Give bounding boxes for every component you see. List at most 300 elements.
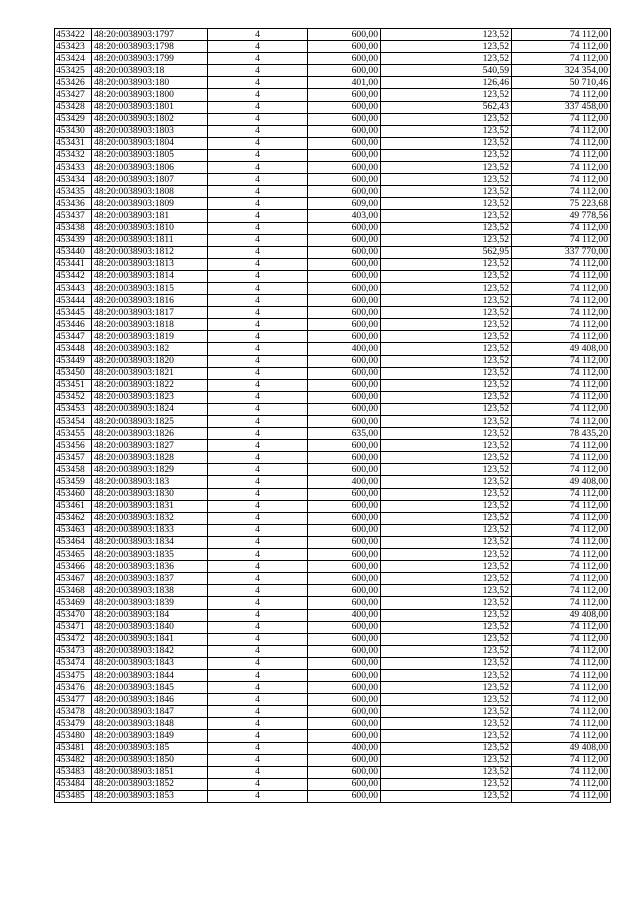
specific-value-cell: 123,52 xyxy=(381,500,512,512)
specific-value-cell: 123,52 xyxy=(381,355,512,367)
area-value-cell: 600,00 xyxy=(308,222,381,234)
cadastral-value-cell: 74 112,00 xyxy=(512,270,611,282)
area-value-cell: 600,00 xyxy=(308,258,381,270)
cadastral-number-cell: 48:20:0038903:1834 xyxy=(92,536,208,548)
table-row xyxy=(55,669,611,681)
area-value-cell: 600,00 xyxy=(308,113,381,125)
cadastral-number-cell: 48:20:0038903:1821 xyxy=(92,367,208,379)
specific-value-cell: 123,52 xyxy=(381,754,512,766)
specific-value-cell: 123,52 xyxy=(381,367,512,379)
category-code-cell: 4 xyxy=(208,682,308,694)
area-value-cell: 600,00 xyxy=(308,464,381,476)
table-row xyxy=(55,137,611,149)
area-value-cell: 600,00 xyxy=(308,561,381,573)
cadastral-number-cell: 48:20:0038903:1815 xyxy=(92,282,208,294)
cadastral-number-cell: 48:20:0038903:1831 xyxy=(92,500,208,512)
area-value-cell: 600,00 xyxy=(308,41,381,53)
cadastral-number-cell: 48:20:0038903:1847 xyxy=(92,706,208,718)
cadastral-number-cell: 48:20:0038903:1829 xyxy=(92,464,208,476)
specific-value-cell: 562,95 xyxy=(381,246,512,258)
cadastral-number-cell: 48:20:0038903:1816 xyxy=(92,295,208,307)
cadastral-value-cell: 74 112,00 xyxy=(512,379,611,391)
row-number-cell: 453441 xyxy=(55,258,92,270)
cadastral-number-cell: 48:20:0038903:1849 xyxy=(92,730,208,742)
category-code-cell: 4 xyxy=(208,355,308,367)
area-value-cell: 600,00 xyxy=(308,391,381,403)
table-row xyxy=(55,270,611,282)
row-number-cell: 453437 xyxy=(55,210,92,222)
cadastral-value-cell: 74 112,00 xyxy=(512,561,611,573)
area-value-cell: 600,00 xyxy=(308,512,381,524)
specific-value-cell: 123,52 xyxy=(381,476,512,488)
table-row xyxy=(55,101,611,113)
area-value-cell: 400,00 xyxy=(308,343,381,355)
cadastral-number-cell: 48:20:0038903:1827 xyxy=(92,440,208,452)
specific-value-cell: 562,43 xyxy=(381,101,512,113)
category-code-cell: 4 xyxy=(208,742,308,754)
area-value-cell: 600,00 xyxy=(308,186,381,198)
category-code-cell: 4 xyxy=(208,379,308,391)
row-number-cell: 453428 xyxy=(55,101,92,113)
cadastral-number-cell: 48:20:0038903:1804 xyxy=(92,137,208,149)
cadastral-value-cell: 74 112,00 xyxy=(512,512,611,524)
row-number-cell: 453452 xyxy=(55,391,92,403)
cadastral-value-cell: 49 408,00 xyxy=(512,742,611,754)
specific-value-cell: 123,52 xyxy=(381,669,512,681)
table-row xyxy=(55,343,611,355)
specific-value-cell: 123,52 xyxy=(381,561,512,573)
area-value-cell: 400,00 xyxy=(308,742,381,754)
category-code-cell: 4 xyxy=(208,416,308,428)
cadastral-value-cell: 74 112,00 xyxy=(512,657,611,669)
cadastral-number-cell: 48:20:0038903:1814 xyxy=(92,270,208,282)
row-number-cell: 453422 xyxy=(55,29,92,41)
cadastral-number-cell: 48:20:0038903:1832 xyxy=(92,512,208,524)
table-row xyxy=(55,645,611,657)
area-value-cell: 635,00 xyxy=(308,428,381,440)
category-code-cell: 4 xyxy=(208,585,308,597)
category-code-cell: 4 xyxy=(208,609,308,621)
category-code-cell: 4 xyxy=(208,573,308,585)
cadastral-value-cell: 74 112,00 xyxy=(512,222,611,234)
area-value-cell: 401,00 xyxy=(308,77,381,89)
cadastral-number-cell: 48:20:0038903:1818 xyxy=(92,319,208,331)
cadastral-number-cell: 48:20:0038903:1828 xyxy=(92,452,208,464)
row-number-cell: 453476 xyxy=(55,682,92,694)
area-value-cell: 600,00 xyxy=(308,633,381,645)
specific-value-cell: 123,52 xyxy=(381,428,512,440)
area-value-cell: 600,00 xyxy=(308,766,381,778)
row-number-cell: 453470 xyxy=(55,609,92,621)
specific-value-cell: 123,52 xyxy=(381,536,512,548)
cadastral-value-cell: 74 112,00 xyxy=(512,488,611,500)
table-row xyxy=(55,89,611,101)
table-row xyxy=(55,295,611,307)
table-body xyxy=(55,29,611,803)
table-row xyxy=(55,682,611,694)
table-row xyxy=(55,766,611,778)
table-row xyxy=(55,282,611,294)
category-code-cell: 4 xyxy=(208,186,308,198)
row-number-cell: 453430 xyxy=(55,125,92,137)
table-row xyxy=(55,778,611,790)
cadastral-value-cell: 74 112,00 xyxy=(512,452,611,464)
category-code-cell: 4 xyxy=(208,210,308,222)
cadastral-value-cell: 74 112,00 xyxy=(512,355,611,367)
cadastral-value-cell: 74 112,00 xyxy=(512,89,611,101)
table-row xyxy=(55,391,611,403)
cadastral-number-cell: 48:20:0038903:185 xyxy=(92,742,208,754)
area-value-cell: 600,00 xyxy=(308,621,381,633)
cadastral-number-cell: 48:20:0038903:1805 xyxy=(92,149,208,161)
area-value-cell: 600,00 xyxy=(308,101,381,113)
category-code-cell: 4 xyxy=(208,790,308,802)
cadastral-value-cell: 74 112,00 xyxy=(512,149,611,161)
table-row xyxy=(55,198,611,210)
cadastral-number-cell: 48:20:0038903:1840 xyxy=(92,621,208,633)
table-row xyxy=(55,718,611,730)
cadastral-value-cell: 74 112,00 xyxy=(512,440,611,452)
cadastral-value-cell: 74 112,00 xyxy=(512,669,611,681)
category-code-cell: 4 xyxy=(208,766,308,778)
row-number-cell: 453483 xyxy=(55,766,92,778)
cadastral-value-cell: 74 112,00 xyxy=(512,282,611,294)
category-code-cell: 4 xyxy=(208,476,308,488)
table-row xyxy=(55,307,611,319)
area-value-cell: 600,00 xyxy=(308,718,381,730)
row-number-cell: 453463 xyxy=(55,524,92,536)
cadastral-value-cell: 74 112,00 xyxy=(512,295,611,307)
specific-value-cell: 123,52 xyxy=(381,258,512,270)
cadastral-number-cell: 48:20:0038903:1811 xyxy=(92,234,208,246)
row-number-cell: 453424 xyxy=(55,53,92,65)
specific-value-cell: 123,52 xyxy=(381,319,512,331)
specific-value-cell: 123,52 xyxy=(381,162,512,174)
area-value-cell: 600,00 xyxy=(308,790,381,802)
table-row xyxy=(55,77,611,89)
row-number-cell: 453473 xyxy=(55,645,92,657)
cadastral-number-cell: 48:20:0038903:1806 xyxy=(92,162,208,174)
cadastral-number-cell: 48:20:0038903:1824 xyxy=(92,403,208,415)
category-code-cell: 4 xyxy=(208,53,308,65)
cadastral-number-cell: 48:20:0038903:1843 xyxy=(92,657,208,669)
cadastral-number-cell: 48:20:0038903:1802 xyxy=(92,113,208,125)
table-row xyxy=(55,730,611,742)
cadastral-number-cell: 48:20:0038903:1839 xyxy=(92,597,208,609)
cadastral-value-cell: 74 112,00 xyxy=(512,524,611,536)
specific-value-cell: 123,52 xyxy=(381,718,512,730)
category-code-cell: 4 xyxy=(208,561,308,573)
table-row xyxy=(55,331,611,343)
category-code-cell: 4 xyxy=(208,428,308,440)
category-code-cell: 4 xyxy=(208,367,308,379)
specific-value-cell: 123,52 xyxy=(381,416,512,428)
table-row xyxy=(55,452,611,464)
specific-value-cell: 123,52 xyxy=(381,742,512,754)
cadastral-number-cell: 48:20:0038903:1803 xyxy=(92,125,208,137)
area-value-cell: 600,00 xyxy=(308,657,381,669)
specific-value-cell: 123,52 xyxy=(381,210,512,222)
specific-value-cell: 123,52 xyxy=(381,113,512,125)
table-row xyxy=(55,754,611,766)
cadastral-number-cell: 48:20:0038903:1837 xyxy=(92,573,208,585)
cadastral-number-cell: 48:20:0038903:181 xyxy=(92,210,208,222)
row-number-cell: 453444 xyxy=(55,295,92,307)
cadastral-number-cell: 48:20:0038903:1846 xyxy=(92,694,208,706)
specific-value-cell: 123,52 xyxy=(381,682,512,694)
table-row xyxy=(55,512,611,524)
area-value-cell: 600,00 xyxy=(308,573,381,585)
category-code-cell: 4 xyxy=(208,512,308,524)
table-row xyxy=(55,367,611,379)
cadastral-number-cell: 48:20:0038903:1833 xyxy=(92,524,208,536)
area-value-cell: 600,00 xyxy=(308,270,381,282)
category-code-cell: 4 xyxy=(208,718,308,730)
category-code-cell: 4 xyxy=(208,295,308,307)
table-row xyxy=(55,403,611,415)
cadastral-number-cell: 48:20:0038903:183 xyxy=(92,476,208,488)
table-row xyxy=(55,149,611,161)
specific-value-cell: 123,52 xyxy=(381,706,512,718)
category-code-cell: 4 xyxy=(208,331,308,343)
category-code-cell: 4 xyxy=(208,282,308,294)
category-code-cell: 4 xyxy=(208,222,308,234)
row-number-cell: 453479 xyxy=(55,718,92,730)
cadastral-value-cell: 324 354,00 xyxy=(512,65,611,77)
cadastral-value-cell: 74 112,00 xyxy=(512,778,611,790)
cadastral-value-cell: 74 112,00 xyxy=(512,549,611,561)
row-number-cell: 453448 xyxy=(55,343,92,355)
cadastral-value-cell: 74 112,00 xyxy=(512,585,611,597)
cadastral-value-cell: 74 112,00 xyxy=(512,41,611,53)
row-number-cell: 453478 xyxy=(55,706,92,718)
cadastral-value-cell: 74 112,00 xyxy=(512,500,611,512)
row-number-cell: 453474 xyxy=(55,657,92,669)
table-row xyxy=(55,657,611,669)
category-code-cell: 4 xyxy=(208,464,308,476)
cadastral-value-cell: 74 112,00 xyxy=(512,174,611,186)
area-value-cell: 600,00 xyxy=(308,162,381,174)
cadastral-value-table xyxy=(54,28,611,803)
category-code-cell: 4 xyxy=(208,77,308,89)
cadastral-number-cell: 48:20:0038903:1838 xyxy=(92,585,208,597)
specific-value-cell: 123,52 xyxy=(381,53,512,65)
row-number-cell: 453451 xyxy=(55,379,92,391)
area-value-cell: 609,00 xyxy=(308,198,381,210)
specific-value-cell: 123,52 xyxy=(381,234,512,246)
cadastral-value-cell: 49 408,00 xyxy=(512,476,611,488)
area-value-cell: 600,00 xyxy=(308,379,381,391)
table-row xyxy=(55,464,611,476)
row-number-cell: 453431 xyxy=(55,137,92,149)
category-code-cell: 4 xyxy=(208,270,308,282)
specific-value-cell: 123,52 xyxy=(381,452,512,464)
cadastral-value-cell: 74 112,00 xyxy=(512,694,611,706)
row-number-cell: 453425 xyxy=(55,65,92,77)
cadastral-value-cell: 74 112,00 xyxy=(512,645,611,657)
table-row xyxy=(55,222,611,234)
area-value-cell: 600,00 xyxy=(308,682,381,694)
specific-value-cell: 123,52 xyxy=(381,29,512,41)
table-row xyxy=(55,561,611,573)
cadastral-number-cell: 48:20:0038903:1801 xyxy=(92,101,208,113)
table-row xyxy=(55,790,611,802)
row-number-cell: 453455 xyxy=(55,428,92,440)
category-code-cell: 4 xyxy=(208,258,308,270)
row-number-cell: 453472 xyxy=(55,633,92,645)
area-value-cell: 600,00 xyxy=(308,246,381,258)
cadastral-value-cell: 74 112,00 xyxy=(512,113,611,125)
cadastral-number-cell: 48:20:0038903:1836 xyxy=(92,561,208,573)
table-row xyxy=(55,29,611,41)
category-code-cell: 4 xyxy=(208,101,308,113)
cadastral-value-cell: 74 112,00 xyxy=(512,367,611,379)
row-number-cell: 453456 xyxy=(55,440,92,452)
category-code-cell: 4 xyxy=(208,621,308,633)
table-row xyxy=(55,41,611,53)
area-value-cell: 600,00 xyxy=(308,585,381,597)
category-code-cell: 4 xyxy=(208,246,308,258)
cadastral-value-cell: 74 112,00 xyxy=(512,416,611,428)
table-row xyxy=(55,524,611,536)
category-code-cell: 4 xyxy=(208,536,308,548)
row-number-cell: 453450 xyxy=(55,367,92,379)
cadastral-value-cell: 74 112,00 xyxy=(512,766,611,778)
row-number-cell: 453458 xyxy=(55,464,92,476)
row-number-cell: 453435 xyxy=(55,186,92,198)
cadastral-value-cell: 74 112,00 xyxy=(512,718,611,730)
area-value-cell: 600,00 xyxy=(308,452,381,464)
specific-value-cell: 123,52 xyxy=(381,41,512,53)
area-value-cell: 600,00 xyxy=(308,416,381,428)
row-number-cell: 453468 xyxy=(55,585,92,597)
row-number-cell: 453475 xyxy=(55,669,92,681)
row-number-cell: 453467 xyxy=(55,573,92,585)
table-row xyxy=(55,53,611,65)
row-number-cell: 453427 xyxy=(55,89,92,101)
cadastral-value-cell: 74 112,00 xyxy=(512,573,611,585)
specific-value-cell: 123,52 xyxy=(381,125,512,137)
row-number-cell: 453471 xyxy=(55,621,92,633)
specific-value-cell: 123,52 xyxy=(381,657,512,669)
table-row xyxy=(55,609,611,621)
specific-value-cell: 123,52 xyxy=(381,585,512,597)
row-number-cell: 453480 xyxy=(55,730,92,742)
category-code-cell: 4 xyxy=(208,198,308,210)
cadastral-number-cell: 48:20:0038903:1820 xyxy=(92,355,208,367)
category-code-cell: 4 xyxy=(208,125,308,137)
specific-value-cell: 123,52 xyxy=(381,186,512,198)
cadastral-number-cell: 48:20:0038903:1850 xyxy=(92,754,208,766)
cadastral-value-cell: 49 778,56 xyxy=(512,210,611,222)
row-number-cell: 453438 xyxy=(55,222,92,234)
cadastral-number-cell: 48:20:0038903:1851 xyxy=(92,766,208,778)
area-value-cell: 600,00 xyxy=(308,53,381,65)
specific-value-cell: 123,52 xyxy=(381,295,512,307)
specific-value-cell: 123,52 xyxy=(381,343,512,355)
cadastral-number-cell: 48:20:0038903:1810 xyxy=(92,222,208,234)
category-code-cell: 4 xyxy=(208,452,308,464)
row-number-cell: 453482 xyxy=(55,754,92,766)
table-row xyxy=(55,706,611,718)
area-value-cell: 600,00 xyxy=(308,500,381,512)
cadastral-number-cell: 48:20:0038903:1845 xyxy=(92,682,208,694)
cadastral-value-cell: 75 223,68 xyxy=(512,198,611,210)
category-code-cell: 4 xyxy=(208,149,308,161)
cadastral-value-cell: 74 112,00 xyxy=(512,319,611,331)
area-value-cell: 403,00 xyxy=(308,210,381,222)
table-row xyxy=(55,597,611,609)
row-number-cell: 453434 xyxy=(55,174,92,186)
specific-value-cell: 123,52 xyxy=(381,89,512,101)
table-row xyxy=(55,234,611,246)
area-value-cell: 600,00 xyxy=(308,403,381,415)
cadastral-number-cell: 48:20:0038903:1826 xyxy=(92,428,208,440)
cadastral-number-cell: 48:20:0038903:180 xyxy=(92,77,208,89)
table-row xyxy=(55,573,611,585)
cadastral-value-cell: 74 112,00 xyxy=(512,29,611,41)
specific-value-cell: 123,52 xyxy=(381,573,512,585)
table-row xyxy=(55,246,611,258)
cadastral-number-cell: 48:20:0038903:1823 xyxy=(92,391,208,403)
specific-value-cell: 123,52 xyxy=(381,198,512,210)
cadastral-number-cell: 48:20:0038903:1841 xyxy=(92,633,208,645)
area-value-cell: 600,00 xyxy=(308,149,381,161)
specific-value-cell: 123,52 xyxy=(381,512,512,524)
cadastral-number-cell: 48:20:0038903:1813 xyxy=(92,258,208,270)
table-row xyxy=(55,416,611,428)
area-value-cell: 600,00 xyxy=(308,524,381,536)
category-code-cell: 4 xyxy=(208,343,308,355)
cadastral-value-cell: 49 408,00 xyxy=(512,343,611,355)
area-value-cell: 400,00 xyxy=(308,476,381,488)
category-code-cell: 4 xyxy=(208,307,308,319)
specific-value-cell: 123,52 xyxy=(381,391,512,403)
table-row xyxy=(55,125,611,137)
table-row xyxy=(55,500,611,512)
area-value-cell: 600,00 xyxy=(308,307,381,319)
table-row xyxy=(55,355,611,367)
area-value-cell: 600,00 xyxy=(308,125,381,137)
category-code-cell: 4 xyxy=(208,162,308,174)
category-code-cell: 4 xyxy=(208,391,308,403)
table-row xyxy=(55,379,611,391)
specific-value-cell: 123,52 xyxy=(381,270,512,282)
category-code-cell: 4 xyxy=(208,633,308,645)
area-value-cell: 600,00 xyxy=(308,174,381,186)
specific-value-cell: 123,52 xyxy=(381,440,512,452)
area-value-cell: 600,00 xyxy=(308,295,381,307)
cadastral-number-cell: 48:20:0038903:1853 xyxy=(92,790,208,802)
row-number-cell: 453436 xyxy=(55,198,92,210)
specific-value-cell: 123,52 xyxy=(381,403,512,415)
cadastral-value-cell: 74 112,00 xyxy=(512,53,611,65)
table-row xyxy=(55,174,611,186)
cadastral-number-cell: 48:20:0038903:184 xyxy=(92,609,208,621)
area-value-cell: 600,00 xyxy=(308,488,381,500)
row-number-cell: 453429 xyxy=(55,113,92,125)
row-number-cell: 453433 xyxy=(55,162,92,174)
cadastral-value-cell: 74 112,00 xyxy=(512,137,611,149)
row-number-cell: 453442 xyxy=(55,270,92,282)
category-code-cell: 4 xyxy=(208,65,308,77)
table-row xyxy=(55,476,611,488)
table-row xyxy=(55,488,611,500)
specific-value-cell: 123,52 xyxy=(381,766,512,778)
specific-value-cell: 123,52 xyxy=(381,174,512,186)
area-value-cell: 600,00 xyxy=(308,331,381,343)
specific-value-cell: 123,52 xyxy=(381,149,512,161)
